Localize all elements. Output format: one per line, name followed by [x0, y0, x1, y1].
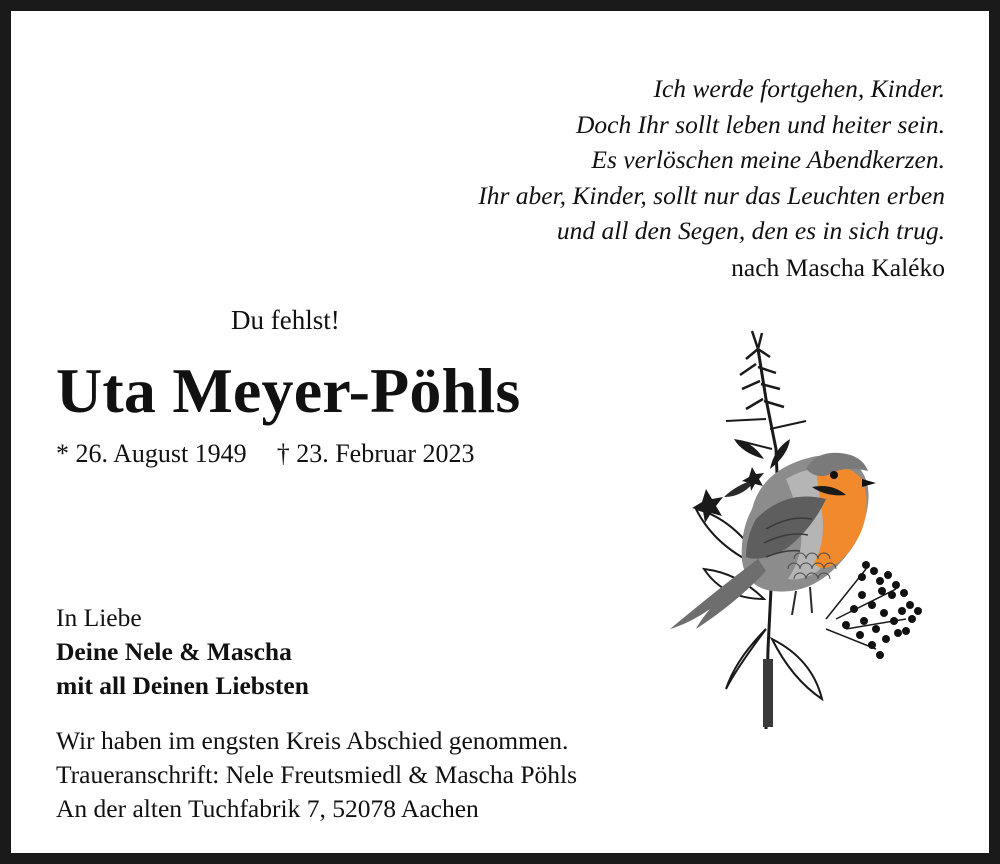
poem-line: Doch Ihr sollt leben und heiter sein. — [576, 109, 945, 139]
poem-line: und all den Segen, den es in sich trug. — [556, 216, 945, 245]
death-date: † 23. Februar 2023 — [276, 439, 475, 468]
mourners-line: mit all Deinen Liebsten — [56, 671, 309, 700]
poem-line: Ich werde fortgehen, Kinder. — [653, 74, 945, 103]
signoff — [56, 601, 309, 703]
signoff-line: In Liebe — [56, 603, 142, 632]
deceased-name: Uta Meyer-Pöhls — [56, 355, 521, 426]
poem-line: Ihr aber, Kinder, sollt nur das Leuchten erben — [478, 180, 945, 210]
poem-attribution: nach Mascha Kaléko — [731, 253, 945, 282]
robin-on-branch-icon — [666, 329, 928, 731]
notice-line: Wir haben im engsten Kreis Abschied genommen. — [56, 726, 569, 755]
birth-date: * 26. August 1949 — [56, 439, 247, 468]
street-address-line: An der alten Tuchfabrik 7, 52078 Aachen — [56, 794, 479, 823]
funeral-notice — [56, 724, 577, 826]
mourning-address-line: Traueranschrift: Nele Freutsmiedl & Mascha Pöhls — [56, 760, 578, 789]
life-dates — [56, 439, 475, 469]
poem-line: Es verlöschen meine Abendkerzen. — [591, 145, 945, 174]
poem — [305, 71, 945, 249]
mourners-line: Deine Nele & Mascha — [56, 637, 292, 666]
intro-text: Du fehlst! — [231, 305, 340, 335]
